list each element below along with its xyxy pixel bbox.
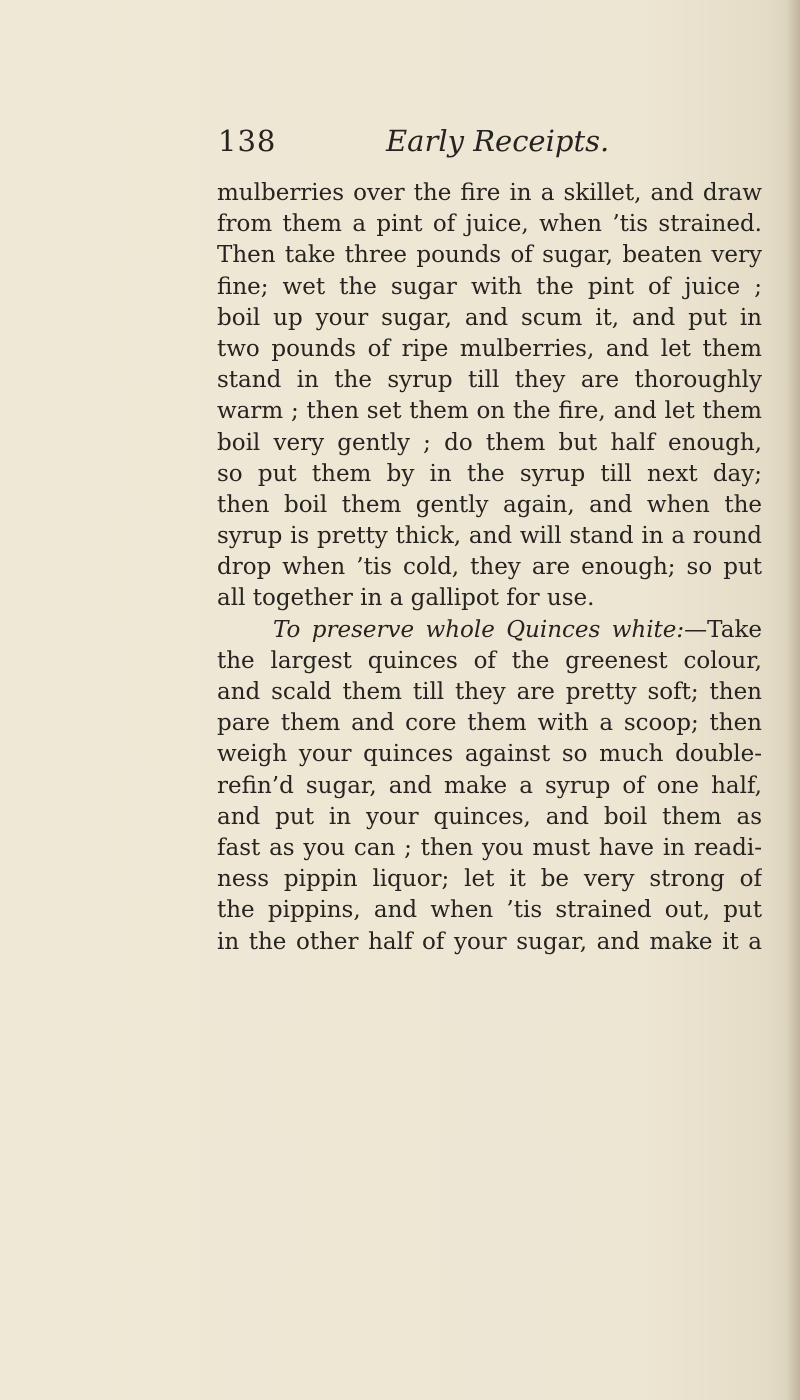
paragraph-quinces (217, 615, 762, 958)
text-line: then boil them gently again, and when the (217, 491, 762, 518)
text-line: stand in the syrup till they are thoroughly (217, 367, 762, 394)
text-line: boil very gently ; do them but half enough, (217, 429, 762, 456)
text-line: and scald them till they are pretty soft; then (217, 679, 762, 705)
text-line: so put them by in the syrup till next day; (217, 460, 762, 487)
paragraph-mulberries (217, 178, 762, 615)
text-line: warm ; then set them on the fire, and let them (217, 398, 762, 425)
page-edge-shadow (786, 0, 800, 1400)
page-number: 138 (218, 124, 277, 158)
text-line: all together in a gallipot for use. (217, 585, 595, 612)
text-line: weigh your quinces against so much double- (217, 741, 762, 768)
text-line: the pippins, and when ’tis strained out, put (217, 897, 762, 924)
page-header (218, 124, 618, 164)
text-line: fast as you can ; then you must have in readi- (217, 834, 762, 861)
text-line: fine; wet the sugar with the pint of juice ; (217, 273, 762, 300)
text-line: in the other half of your sugar, and make it a (217, 928, 762, 955)
text-line: from them a pint of juice, when ’tis strained. (217, 211, 762, 238)
text-line: refin’d sugar, and make a syrup of one half, (217, 772, 762, 799)
text-line: pare them and core them with a scoop; then (217, 710, 762, 737)
text-line: mulberries over the fire in a skillet, and draw (217, 180, 762, 206)
recipe-heading-line (217, 615, 762, 646)
text-line: ness pippin liquor; let it be very strong of (217, 866, 762, 893)
recipe-heading-continuation: —Take (684, 616, 762, 643)
text-line: the largest quinces of the greenest colour, (217, 647, 762, 674)
recipe-heading: To preserve whole Quinces white: (273, 616, 685, 643)
text-line: and put in your quinces, and boil them as (217, 803, 762, 830)
text-line: syrup is pretty thick, and will stand in a round (217, 523, 762, 550)
text-line: Then take three pounds of sugar, beaten very (217, 242, 762, 269)
running-title: Early Receipts. (386, 124, 610, 158)
body-text (217, 178, 762, 958)
text-line: boil up your sugar, and scum it, and put in (217, 304, 762, 331)
text-line: drop when ’tis cold, they are enough; so put (217, 554, 762, 581)
text-line: two pounds of ripe mulberries, and let them (217, 335, 762, 362)
